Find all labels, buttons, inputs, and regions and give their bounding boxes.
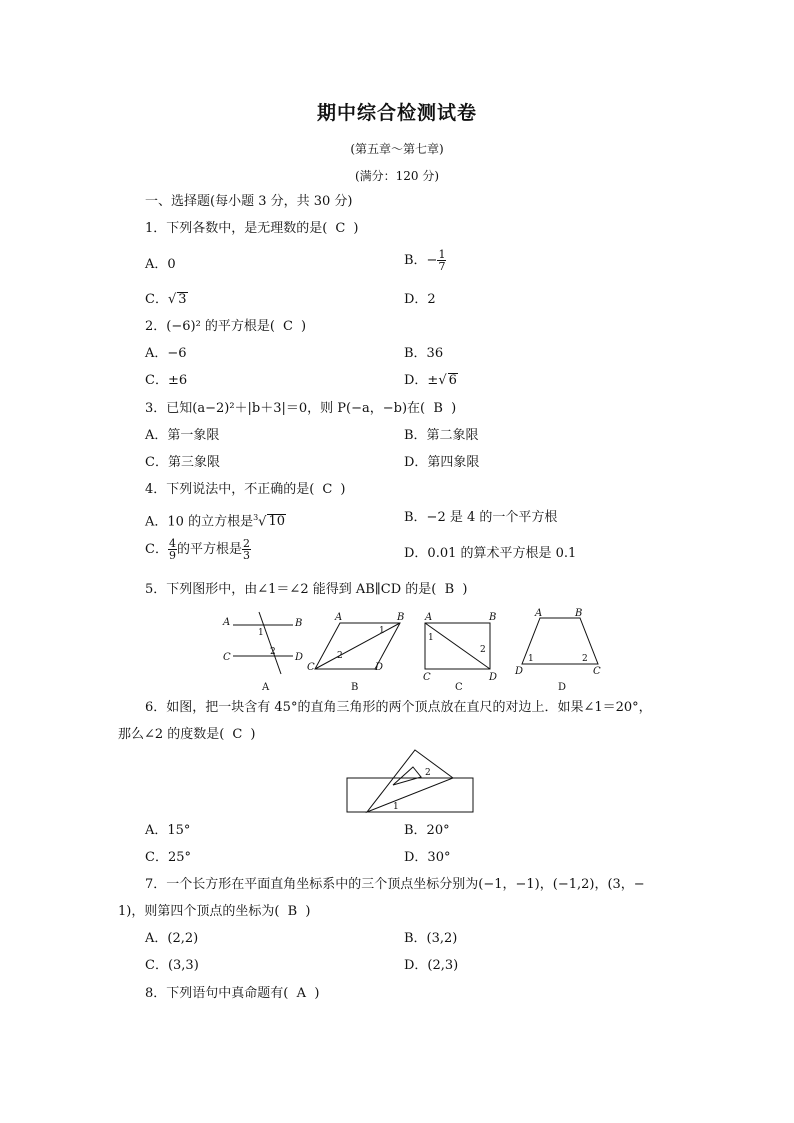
fig-label-c: C [455, 682, 463, 692]
fig-c-point-d: D [489, 672, 498, 683]
chapter-scope: (第五章～第七章) [350, 142, 444, 156]
paren-close: ) [340, 482, 346, 497]
fig-label-b: B [351, 682, 359, 692]
q3-option-b: B．第二象限 [404, 428, 479, 443]
page-title: 期中综合检测试卷 [316, 102, 477, 124]
q2-option-b: B．36 [404, 346, 444, 361]
question-6-stem-line1: 6．如图，把一块含有 45°的直角三角形的两个顶点放在直尺的对边上．如果∠1＝20°， [145, 700, 652, 715]
q4-option-d: D．0.01 的算术平方根是 0.1 [404, 546, 577, 561]
fig-a-point-d: D [295, 652, 304, 663]
fig-c-point-a: A [425, 612, 433, 623]
full-marks: (满分：120 分) [354, 169, 440, 183]
fig-label-d: D [558, 682, 567, 692]
question-text: 5．下列图形中，由∠1＝∠2 能得到 AB∥CD 的是( [145, 582, 437, 597]
option-prefix: B．− [404, 253, 438, 268]
question-text: 8．下列语句中真命题有( [145, 986, 289, 1001]
fig-b-point-d: D [375, 662, 384, 673]
q7-option-a: A．(2,2) [145, 931, 199, 946]
question-text: 1)，则第四个顶点的坐标为( [118, 904, 280, 919]
sqrt-sign: √ [438, 373, 447, 388]
section-heading: 一、选择题(每小题 3 分，共 30 分) [145, 194, 353, 209]
question-text: 1．下列各数中，是无理数的是( [145, 221, 328, 236]
q6-angle-1: 1 [393, 802, 399, 812]
radicand: 3 [178, 292, 187, 307]
answer: C [335, 221, 346, 236]
question-2-stem [145, 319, 306, 335]
fig-c-point-c: C [423, 672, 431, 683]
option-prefix: C． [145, 292, 168, 307]
answer: C [283, 319, 293, 334]
paren-close: ) [250, 727, 256, 742]
answer: B [444, 582, 455, 597]
fraction [437, 249, 446, 272]
q6-option-a: A．15° [145, 823, 191, 838]
q6-option-c: C．25° [145, 850, 191, 865]
paren-close: ) [462, 582, 468, 597]
q4-option-c [145, 538, 251, 561]
q1-option-a: A．0 [145, 257, 176, 272]
question-8-stem [145, 986, 319, 1002]
answer: C [322, 482, 333, 497]
fig-a-angle-2: 2 [270, 647, 276, 657]
numerator: 1 [438, 248, 446, 261]
question-text: 那么∠2 的度数是( [118, 727, 225, 742]
q1-option-d: D．2 [404, 292, 436, 307]
paren-close: ) [314, 986, 320, 1001]
fig-c-angle-1: 1 [428, 633, 434, 643]
fig-c-point-b: B [489, 612, 497, 623]
fig-b-angle-2: 2 [337, 651, 343, 661]
numerator: 2 [242, 537, 250, 550]
paren-close: ) [305, 904, 311, 919]
q1-option-b [404, 249, 446, 272]
q6-option-b: B．20° [404, 823, 450, 838]
fig-b-angle-1: 1 [379, 626, 385, 636]
paren-close: ) [451, 401, 457, 416]
numerator: 4 [168, 537, 176, 550]
option-prefix: C． [145, 542, 168, 557]
sqrt-sign: √ [167, 292, 177, 307]
fig-b-point-b: B [397, 612, 405, 623]
fig-a-point-b: B [295, 618, 303, 629]
question-text: 4．下列说法中，不正确的是( [145, 482, 315, 497]
fig-a-angle-1: 1 [258, 628, 264, 638]
fig-label-a: A [262, 682, 270, 692]
option-text: 的平方根是 [176, 542, 242, 557]
question-text: 3．已知(a−2)²＋|b＋3|＝0，则 P(−a，−b)在( [145, 401, 426, 416]
fig-d-point-b: B [575, 608, 583, 619]
question-7-stem-line2 [118, 904, 311, 920]
q5-figures [215, 608, 605, 692]
q1-option-c [145, 292, 188, 308]
q6-option-d: D．30° [404, 850, 451, 865]
paren-close: ) [353, 221, 359, 236]
fraction [168, 538, 177, 561]
fig-b-point-a: A [335, 612, 343, 623]
option-prefix: A．10 的立方根是 [145, 514, 254, 530]
question-1-stem [145, 221, 358, 237]
fig-d-angle-2: 2 [582, 654, 588, 664]
q2-option-a: A．−6 [145, 346, 187, 361]
fig-d-point-c: C [593, 666, 601, 677]
question-text: 2．(−6)² 的平方根是( [145, 319, 275, 334]
q6-angle-2: 2 [425, 768, 431, 778]
answer: B [433, 401, 443, 416]
fig-b-point-c: C [307, 662, 315, 673]
denominator: 9 [168, 549, 176, 562]
q2-option-d [404, 373, 458, 389]
fig-d-point-a: A [535, 608, 543, 619]
q7-option-b: B．(3,2) [404, 931, 458, 946]
q4-option-b: B．−2 是 4 的一个平方根 [404, 510, 558, 525]
sqrt-sign: √ [258, 514, 267, 530]
fig-a-point-a: A [223, 617, 231, 628]
fig-c-angle-2: 2 [480, 645, 486, 655]
question-5-stem [145, 582, 467, 598]
question-6-stem-line2 [118, 727, 255, 743]
answer: B [287, 904, 298, 919]
question-3-stem [145, 401, 456, 417]
answer: C [232, 727, 243, 742]
q7-option-c: C．(3,3) [145, 958, 199, 973]
q3-option-c: C．第三象限 [145, 455, 220, 470]
question-7-stem-line1: 7．一个长方形在平面直角坐标系中的三个顶点坐标分别为(−1，−1)，(−1,2)，(3，− [145, 877, 645, 892]
paren-close: ) [301, 319, 307, 334]
q7-option-d: D．(2,3) [404, 958, 459, 973]
q3-option-d: D．第四象限 [404, 455, 480, 470]
fig-a-point-c: C [223, 652, 231, 663]
fig-d-angle-1: 1 [528, 654, 534, 664]
fraction [242, 538, 251, 561]
radicand: 6 [448, 373, 457, 388]
root-index: 3 [253, 513, 259, 522]
answer: A [296, 986, 307, 1001]
denominator: 3 [242, 549, 250, 562]
q6-figure [345, 745, 475, 815]
radicand: 10 [268, 514, 286, 530]
q3-option-a: A．第一象限 [145, 428, 220, 443]
fig-d-point-d: D [515, 666, 524, 677]
option-prefix: D．± [404, 373, 439, 388]
q2-option-c: C．±6 [145, 373, 188, 388]
q4-option-a [145, 510, 286, 530]
question-4-stem [145, 482, 345, 498]
denominator: 7 [438, 260, 446, 273]
